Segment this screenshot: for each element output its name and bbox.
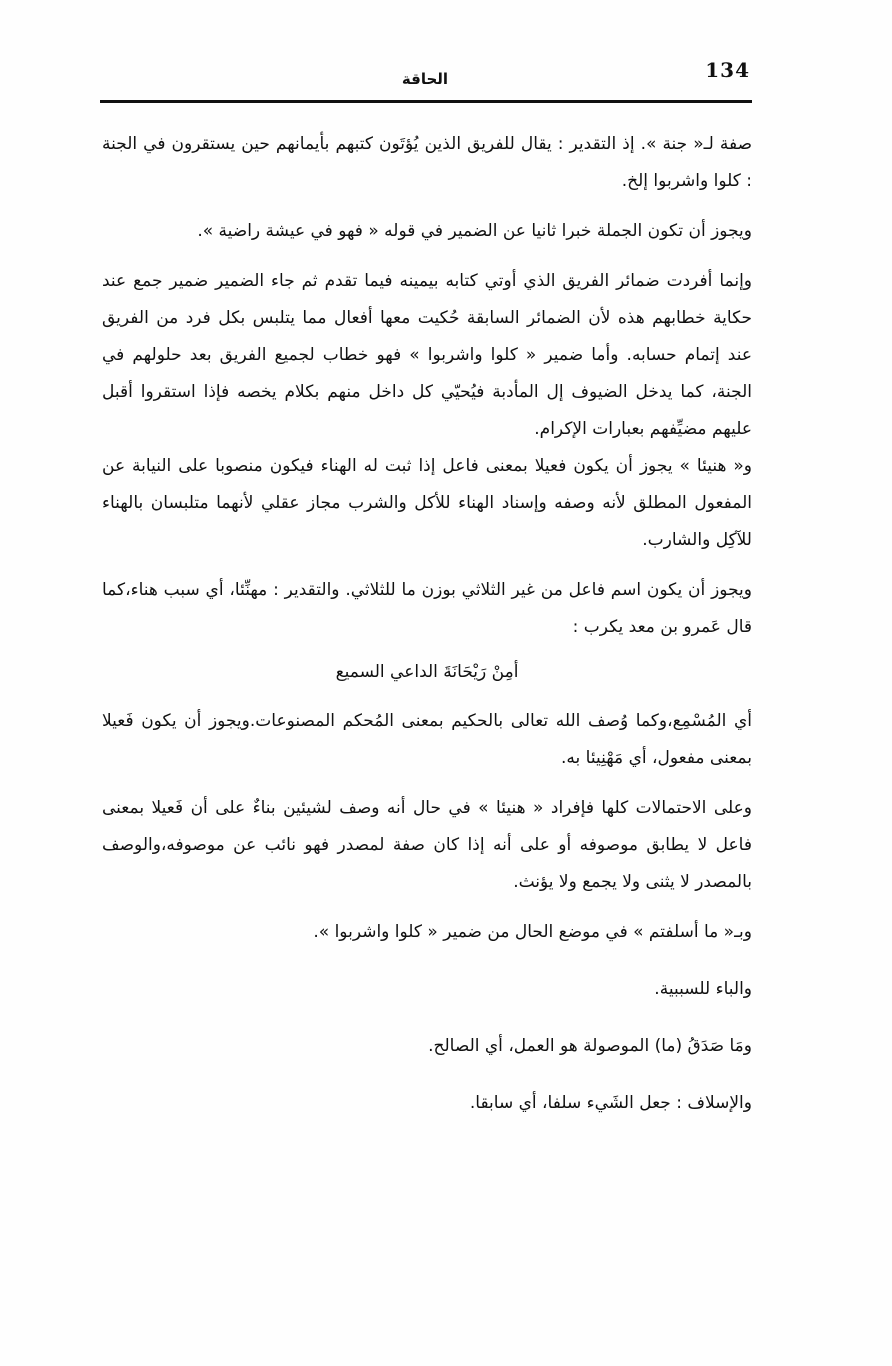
body-text <box>102 126 752 1135</box>
running-title: الحاقة <box>401 70 449 88</box>
paragraph: وبـ« ما أسلفتم » في موضع الحال من ضمير « كلوا واشربوا ». <box>313 922 752 942</box>
poetry-verse: أمِنْ رَيْحَانَةَ الداعي السميع <box>335 662 519 682</box>
paragraph: صفة لـ« جنة ». إذ التقدير : يقال للفريق الذين يُؤتَون كتبهم بأيمانهم حين يستقرون في الجنة : كلوا واشربوا إلخ. <box>102 134 752 191</box>
paragraph: والباء للسببية. <box>654 979 752 999</box>
paragraph: و« هنيئا » يجوز أن يكون فعيلا بمعنى فاعل إذا ثبت له الهناء فيكون منصوبا على النيابة عن المفعول المطلق لأنه وصفه وإسناد الهناء للأكل والشرب مجاز عقلي لأنهما متلبسان بالهناء للآكِل والشارب. <box>102 456 752 550</box>
page-number: 134 <box>705 58 750 82</box>
paragraph: وعلى الاحتمالات كلها فإفراد « هنيئا » في حال أنه وصف لشيئين بناءٌ على أن فَعيلا بمعنى فاعل لا يطابق موصوفه أو على أنه إذا كان صفة لمصدر فهو نائب عن موصوفه،والوصف بالمصدر لا يثنى ولا يجمع ولا يؤنث. <box>102 798 752 892</box>
paragraph: وإنما أفردت ضمائر الفريق الذي أوتي كتابه بيمينه فيما تقدم ثم جاء الضمير ضمير جمع عند حكاية خطابهم هذه لأن الضمائر السابقة حُكيت معها أفعال مما يتلبس بكل فرد من الفريق عند إتمام حسابه. وأما ضمير « كلوا واشربوا » فهو خطاب لجميع الفريق بعد حلولهم في الجنة، كما يدخل الضيوف إل المأدبة فيُحيّي كل داخل منهم بكلام يخصه فإذا استقروا أقبل عليهم مضيِّفهم بعبارات الإكرام. <box>102 271 752 439</box>
paragraph: ومَا صَدَقُ (ما) الموصولة هو العمل، أي الصالح. <box>428 1036 752 1056</box>
paragraph: والإسلاف : جعل الشَيء سلفا، أي سابقا. <box>469 1093 752 1113</box>
header-rule <box>100 100 752 103</box>
paragraph: أي المُسْمِع،وكما وُصف الله تعالى بالحكيم بمعنى المُحكم المصنوعات.ويجوز أن يكون فَعيلا بمعنى مفعول، أي مَهْنِيئا به. <box>102 711 752 768</box>
page-header <box>100 52 750 98</box>
paragraph: ويجوز أن يكون اسم فاعل من غير الثلاثي بوزن ما للثلاثي. والتقدير : مهنِّئا، أي سبب هناء،كما قال عَمرو بن معد يكرب : <box>102 580 752 637</box>
paragraph: ويجوز أن تكون الجملة خبرا ثانيا عن الضمير في قوله « فهو في عيشة راضية ». <box>197 221 752 241</box>
